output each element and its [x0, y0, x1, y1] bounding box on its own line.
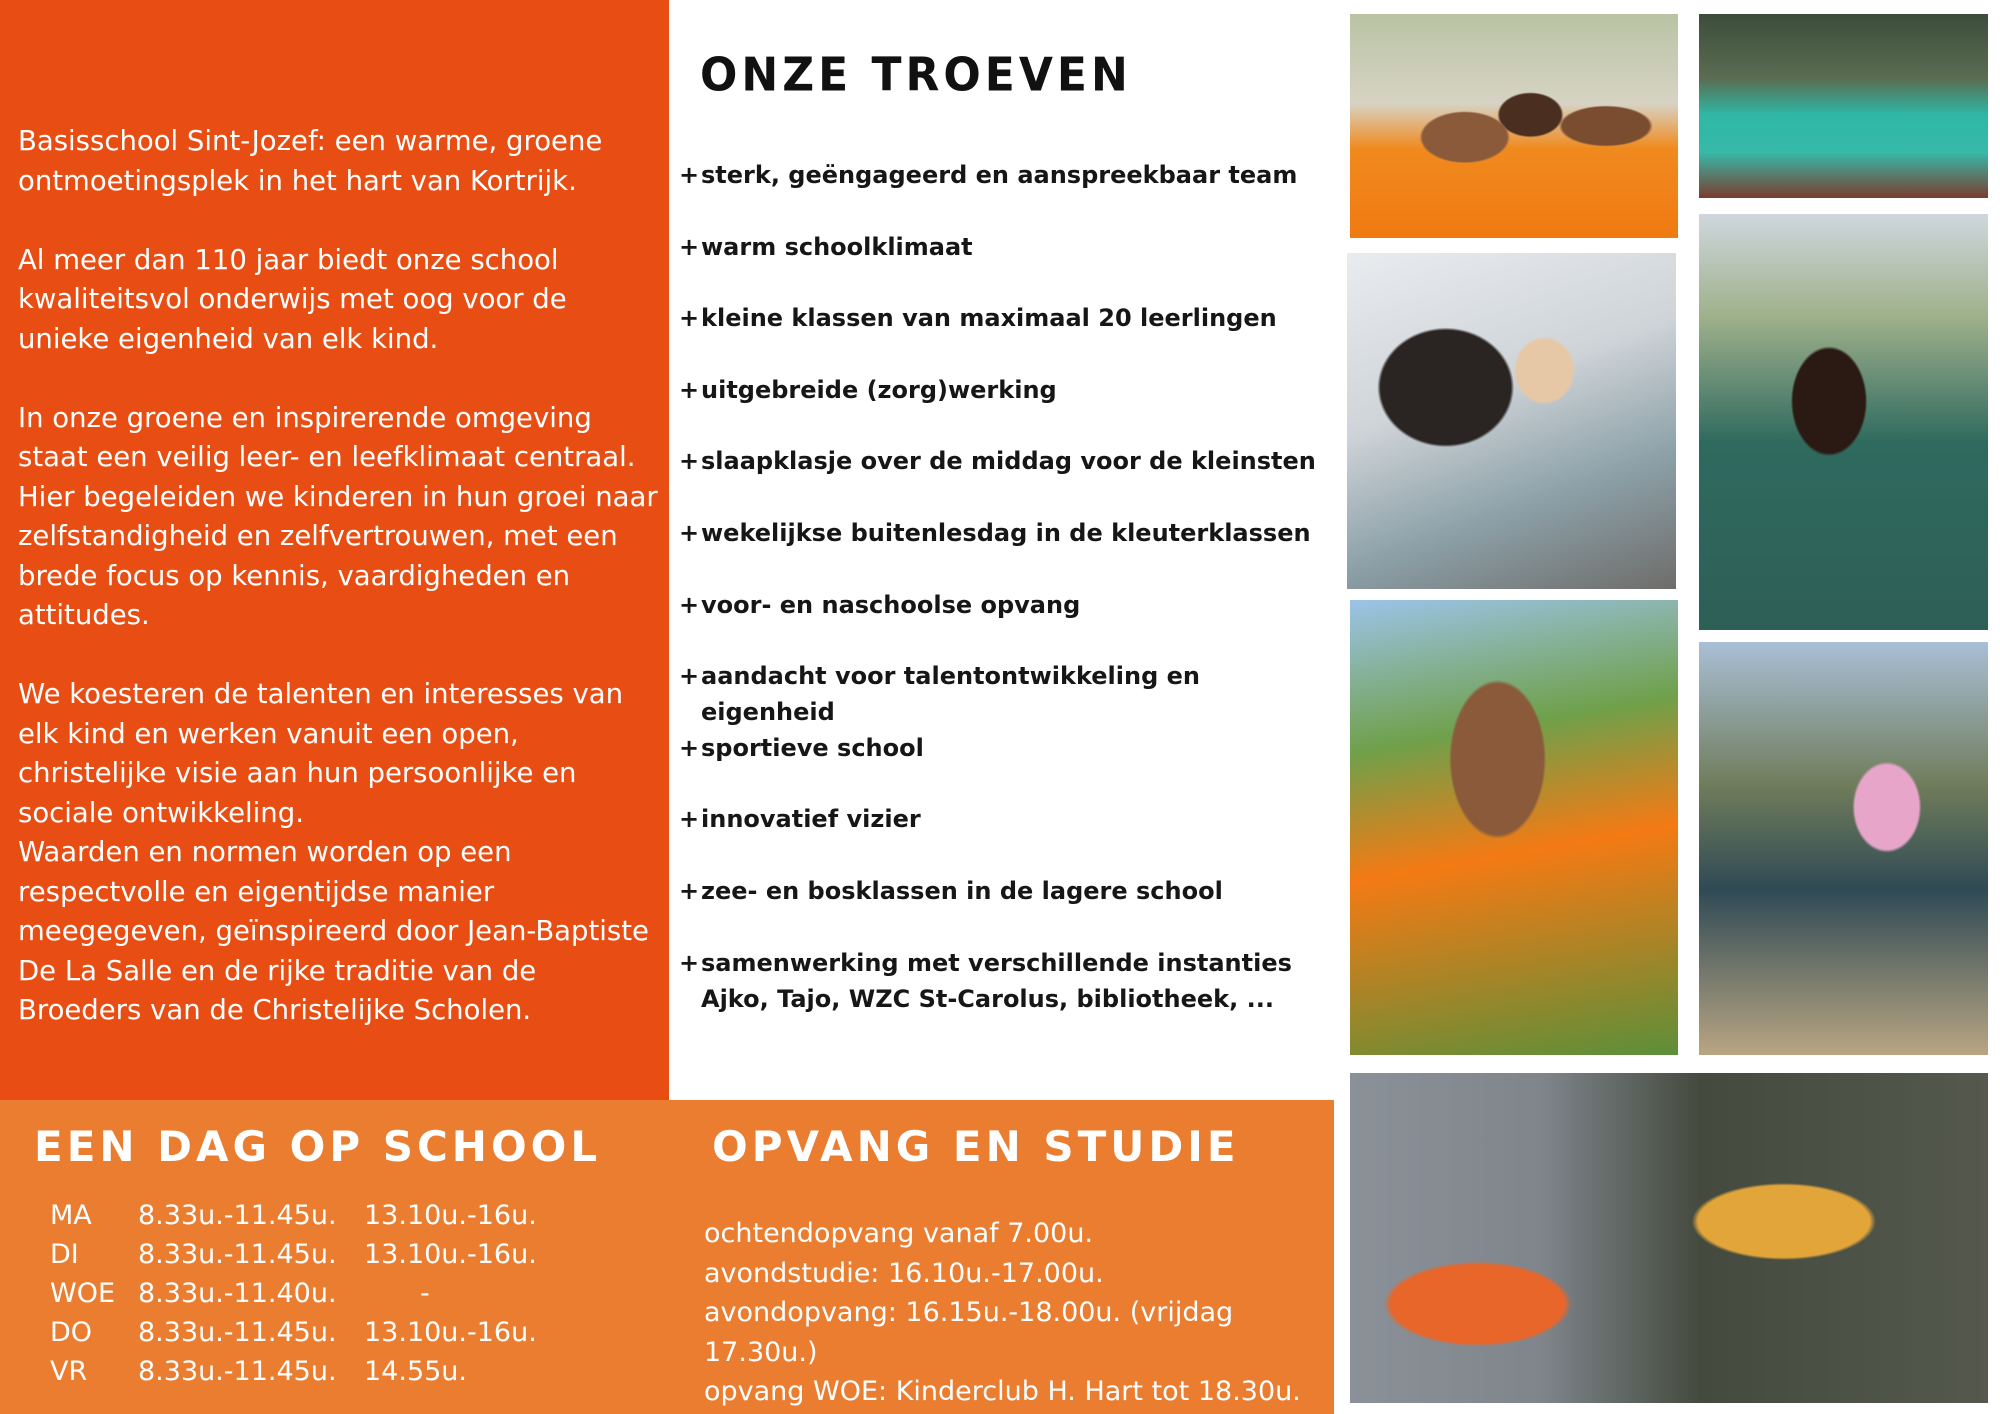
intro-paragraph: Basisschool Sint-Jozef: een warme, groene ontmoetingsplek in het hart van Kortrijk. [18, 125, 603, 197]
table-row: DI 8.33u.-11.45u. 13.10u.-16u. [50, 1239, 537, 1270]
troeven-item: + warm schoolklimaat [679, 232, 973, 261]
opvang-list [704, 1214, 1334, 1412]
table-row: WOE 8.33u.-11.40u. - [50, 1278, 430, 1309]
opvang-line: avondstudie: 16.10u.-17.00u. [704, 1257, 1104, 1289]
troeven-item: + voor- en naschoolse opvang [679, 590, 1081, 619]
dag-title: EEN DAG OP SCHOOL [34, 1122, 602, 1171]
opvang-line: ochtendopvang vanaf 7.00u. [704, 1218, 1094, 1249]
photo-boy-smiling [1350, 600, 1678, 1055]
intro-paragraph: We koesteren de talenten en interesses van elk kind en werken vanuit een open, christelijke visie aan hun persoonlijke en sociale ontwikkeling. [18, 678, 624, 829]
photo-classroom-activity [1347, 253, 1676, 589]
troeven-item: + slaapklasje over de middag voor de kleinsten [679, 447, 1316, 476]
intro-text [18, 122, 658, 1070]
photo-playground-children [1699, 642, 1988, 1055]
table-row: DO 8.33u.-11.45u. 13.10u.-16u. [50, 1317, 537, 1348]
table-row: MA 8.33u.-11.45u. 13.10u.-16u. [50, 1200, 537, 1231]
opvang-title: OPVANG EN STUDIE [712, 1122, 1240, 1171]
troeven-item: + sterk, geëngageerd en aanspreekbaar team [679, 161, 1298, 189]
troeven-item: + innovatief vizier [679, 805, 921, 834]
intro-panel [0, 0, 669, 1100]
opvang-line: opvang WOE: Kinderclub H. Hart tot 18.30u. [704, 1376, 1301, 1407]
photo-boys-soccer [1699, 14, 1988, 198]
troeven-item-sub: Ajko, Tajo, WZC St-Carolus, bibliotheek, ... [701, 984, 1274, 1013]
troeven-item: + zee- en bosklassen in de lagere school [679, 876, 1223, 905]
bottom-band [0, 1100, 1334, 1414]
troeven-item: + sportieve school [679, 733, 924, 762]
intro-paragraph: Al meer dan 110 jaar biedt onze school kwaliteitsvol onderwijs met oog voor de unieke eigenheid van elk kind. [18, 243, 567, 355]
schedule-table [50, 1196, 544, 1391]
photo-girl-sunglasses [1699, 214, 1988, 630]
troeven-item: + wekelijkse buitenlesdag in de kleuterklassen [679, 518, 1311, 547]
table-row: VR 8.33u.-11.45u. 14.55u. [50, 1356, 467, 1387]
photo-boy-campfire [1350, 1073, 1988, 1403]
troeven-item: + aandacht voor talentontwikkeling en eigenheid [679, 662, 1200, 727]
troeven-item: + uitgebreide (zorg)werking [679, 375, 1057, 404]
photo-children-orange-shirts [1350, 14, 1678, 238]
troeven-item: + kleine klassen van maximaal 20 leerlingen [679, 304, 1277, 333]
troeven-item: + samenwerking met verschillende instanties Ajko, Tajo, WZC St-Carolus, bibliotheek, ... [679, 945, 1339, 1017]
troeven-list [679, 157, 1339, 1016]
opvang-line: avondopvang: 16.15u.-18.00u. (vrijdag 17.30u.) [704, 1297, 1234, 1368]
troeven-title: ONZE TROEVEN [700, 48, 1132, 103]
intro-paragraph: Waarden en normen worden op een respectvolle en eigentijdse manier meegegeven, geïnspireerd door Jean-Baptiste De La Salle en de rijke traditie van de Broeders van de Christelijke Scholen. [18, 836, 649, 1026]
intro-paragraph: In onze groene en inspirerende omgeving staat een veilig leer- en leefklimaat centraal. Hier begeleiden we kinderen in hun groei naar zelfstandigheid en zelfvertrouwen, met een brede focus op kennis, vaardigheden en attitudes. [18, 401, 658, 631]
